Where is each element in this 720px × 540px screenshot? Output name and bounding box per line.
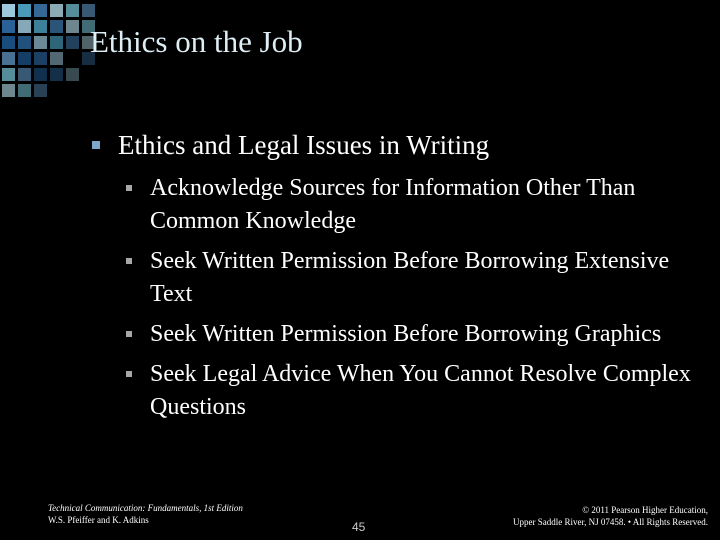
square-bullet-icon (126, 258, 132, 264)
page-number: 45 (352, 520, 366, 534)
decorative-square (82, 4, 95, 17)
copyright-line: © 2011 Pearson Higher Education, (582, 505, 708, 515)
decorative-square (2, 68, 15, 81)
sub-bullet (126, 358, 702, 424)
decorative-square-grid (0, 0, 94, 104)
decorative-square (66, 84, 79, 97)
decorative-square (2, 20, 15, 33)
decorative-square (50, 36, 63, 49)
decorative-square (50, 20, 63, 33)
decorative-square (2, 36, 15, 49)
decorative-square (50, 4, 63, 17)
copyright-line: Upper Saddle River, NJ 07458. • All Rights Reserved. (512, 517, 708, 527)
square-bullet-icon (126, 331, 132, 337)
sub-bullet-text: Seek Written Permission Before Borrowing Extensive Text (150, 248, 670, 307)
decorative-square (66, 68, 79, 81)
decorative-square (66, 4, 79, 17)
decorative-square (50, 52, 63, 65)
main-bullet (92, 126, 702, 164)
decorative-square (34, 4, 47, 17)
decorative-square (82, 84, 95, 97)
square-bullet-icon (126, 185, 132, 191)
sub-bullet-list (92, 172, 702, 424)
decorative-square (34, 84, 47, 97)
book-citation (48, 502, 243, 526)
square-bullet-icon (92, 141, 100, 149)
decorative-square (34, 20, 47, 33)
decorative-square (34, 36, 47, 49)
decorative-square (2, 4, 15, 17)
copyright-notice (513, 504, 708, 528)
decorative-square (2, 52, 15, 65)
slide-title: Ethics on the Job (90, 24, 303, 59)
decorative-square (18, 84, 31, 97)
decorative-square (18, 52, 31, 65)
sub-bullet-text: Seek Legal Advice When You Cannot Resolve Complex Questions (150, 361, 691, 420)
decorative-square (82, 68, 95, 81)
decorative-square (34, 52, 47, 65)
square-bullet-icon (126, 371, 132, 377)
book-title: Technical Communication: Fundamentals, 1st Edition (48, 503, 243, 513)
decorative-square (18, 4, 31, 17)
decorative-square (50, 68, 63, 81)
sub-bullet-text: Acknowledge Sources for Information Other Than Common Knowledge (150, 175, 636, 234)
decorative-square (34, 68, 47, 81)
decorative-square (66, 52, 79, 65)
decorative-square (18, 68, 31, 81)
sub-bullet (126, 245, 702, 311)
main-bullet-text: Ethics and Legal Issues in Writing (118, 130, 490, 160)
book-authors: W.S. Pfeiffer and K. Adkins (48, 515, 149, 525)
decorative-square (18, 20, 31, 33)
decorative-square (66, 20, 79, 33)
sub-bullet-text: Seek Written Permission Before Borrowing Graphics (150, 321, 662, 347)
decorative-square (50, 84, 63, 97)
bullet-list (92, 126, 702, 431)
sub-bullet (126, 172, 702, 238)
sub-bullet (126, 318, 702, 351)
decorative-square (66, 36, 79, 49)
decorative-square (18, 36, 31, 49)
decorative-square (2, 84, 15, 97)
